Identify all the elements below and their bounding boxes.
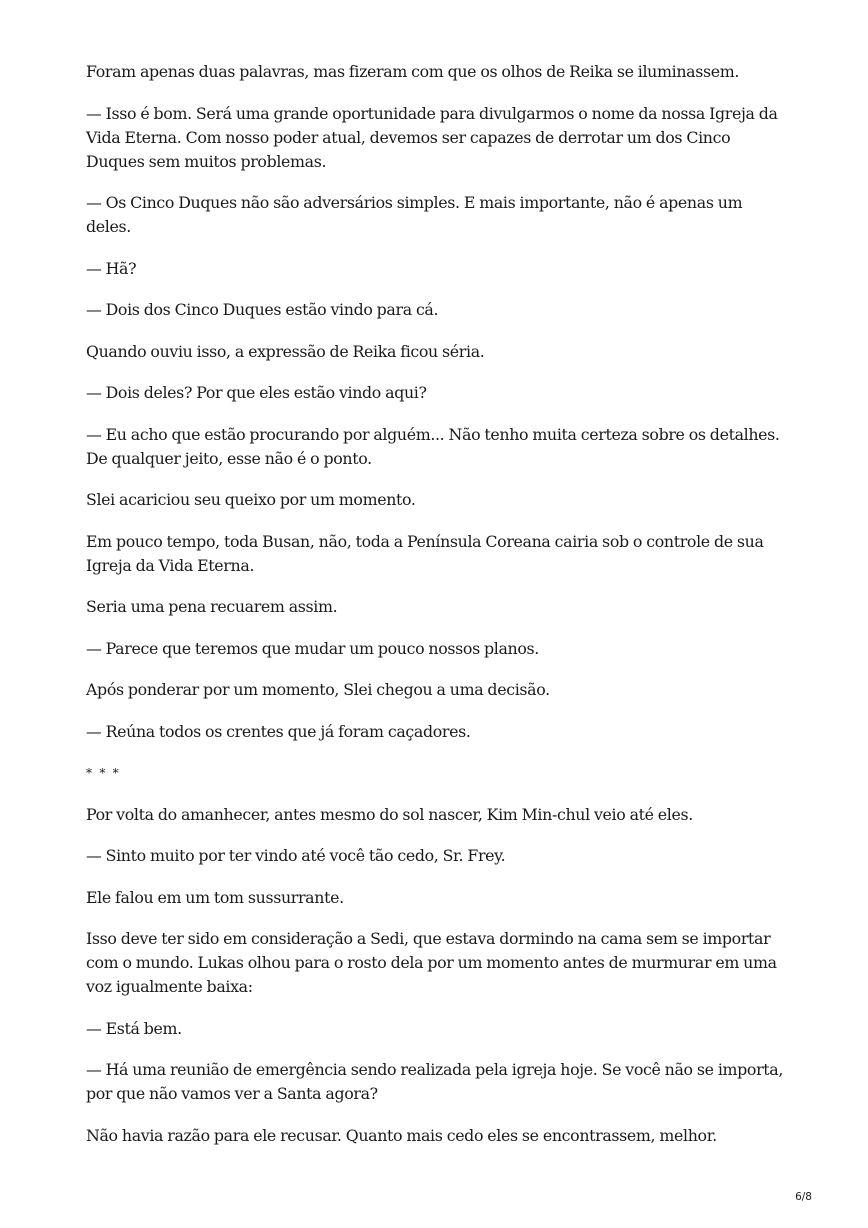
paragraph: — Isso é bom. Será uma grande oportunidade para divulgarmos o nome da nossa Igreja da Vida Eterna. Com nosso poder atual, devemos ser capazes de derrotar um dos Cinco Duques sem muitos problemas. bbox=[86, 103, 778, 171]
paragraph: — Sinto muito por ter vindo até você tão cedo, Sr. Frey. bbox=[86, 846, 506, 865]
paragraph: Foram apenas duas palavras, mas fizeram com que os olhos de Reika se iluminassem. bbox=[86, 62, 740, 81]
paragraph: Slei acariciou seu queixo por um momento. bbox=[86, 490, 416, 509]
paragraph: Quando ouviu isso, a expressão de Reika ficou séria. bbox=[86, 341, 485, 361]
paragraph: — Os Cinco Duques não são adversários simples. E mais importante, não é apenas um deles. bbox=[86, 193, 743, 236]
paragraph: Seria uma pena recuarem assim. bbox=[86, 597, 338, 616]
paragraph: Não havia razão para ele recusar. Quanto mais cedo eles se encontrassem, melhor. bbox=[86, 1125, 717, 1145]
paragraph: — Está bem. bbox=[86, 1018, 182, 1038]
paragraph: — Reúna todos os crentes que já foram caçadores. bbox=[86, 721, 471, 741]
paragraph: — Hã? bbox=[86, 258, 137, 278]
paragraph: Em pouco tempo, toda Busan, não, toda a Península Coreana cairia sob o controle de sua Igreja da Vida Eterna. bbox=[86, 531, 764, 575]
paragraph: — Dois deles? Por que eles estão vindo aqui? bbox=[86, 383, 427, 402]
scene-separator: * * * bbox=[86, 766, 121, 780]
document-body bbox=[86, 60, 786, 1165]
paragraph: Isso deve ter sido em consideração a Sedi, que estava dormindo na cama sem se importar com o mundo. Lukas olhou para o rosto dela por um momento antes de murmurar em uma voz igualmente baixa: bbox=[86, 929, 777, 996]
paragraph: — Dois dos Cinco Duques estão vindo para cá. bbox=[86, 300, 439, 319]
paragraph: Ele falou em um tom sussurrante. bbox=[86, 887, 344, 907]
paragraph: — Parece que teremos que mudar um pouco nossos planos. bbox=[86, 638, 539, 658]
paragraph: Após ponderar por um momento, Slei chegou a uma decisão. bbox=[86, 680, 550, 699]
page-number: 6/8 bbox=[795, 1191, 812, 1203]
paragraph: — Eu acho que estão procurando por alguém... Não tenho muita certeza sobre os detalhes. De qualquer jeito, esse não é o ponto. bbox=[86, 424, 780, 468]
paragraph: — Há uma reunião de emergência sendo realizada pela igreja hoje. Se você não se importa, por que não vamos ver a Santa agora? bbox=[86, 1060, 784, 1103]
paragraph: Por volta do amanhecer, antes mesmo do sol nascer, Kim Min-chul veio até eles. bbox=[86, 804, 693, 824]
